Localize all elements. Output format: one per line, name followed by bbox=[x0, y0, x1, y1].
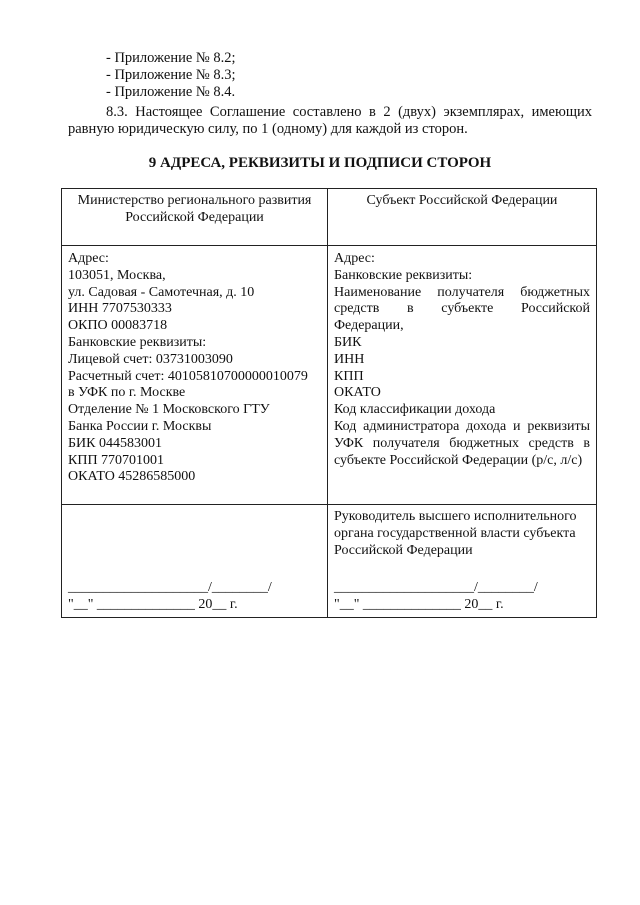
left-detail-line: ОКАТО 45286585000 bbox=[68, 469, 196, 485]
left-detail-line: Лицевой счет: 03731003090 bbox=[68, 351, 233, 367]
right-address-label: Адрес: bbox=[334, 251, 375, 266]
left-detail-line: ИНН 7707530333 bbox=[68, 301, 172, 317]
left-party-details bbox=[62, 246, 328, 505]
right-recipient-name: Наименование получателя бюджетных средств в субъекте Российской Федерации, bbox=[334, 284, 590, 334]
table-signature-row bbox=[62, 505, 597, 618]
left-detail-line: Адрес: bbox=[68, 251, 109, 266]
right-admin-code: Код администратора дохода и реквизиты УФК получателя бюджетных средств в субъекте Российской Федерации (р/с, л/с) bbox=[334, 418, 590, 468]
left-detail-line: Банковские реквизиты: bbox=[68, 334, 207, 350]
clause-8-3: 8.3. Настоящее Соглашение составлено в 2 (двух) экземплярах, имеющих равную юридическую силу, по 1 (одному) для каждой из сторон. bbox=[68, 104, 592, 137]
left-detail-line: Банка России г. Москвы bbox=[68, 418, 212, 434]
right-bank-label: Банковские реквизиты: bbox=[334, 267, 473, 283]
right-signature-line: ____________________/________/ bbox=[334, 580, 538, 596]
left-date-line: "__" ______________ 20__ г. bbox=[68, 597, 238, 613]
left-party-title: Министерство регионального развития Российской Федерации bbox=[62, 189, 328, 246]
right-code-income: Код классификации дохода bbox=[334, 402, 496, 418]
left-detail-line: в УФК по г. Москве bbox=[68, 385, 186, 401]
right-code-inn: ИНН bbox=[334, 351, 365, 367]
right-code-bik: БИК bbox=[334, 334, 362, 350]
right-signature-cell bbox=[328, 505, 597, 618]
right-party-details bbox=[328, 246, 597, 505]
left-detail-line: 103051, Москва, bbox=[68, 267, 166, 283]
left-detail-line: ул. Садовая - Самотечная, д. 10 bbox=[68, 284, 255, 300]
table-header-row bbox=[62, 189, 597, 246]
right-party-title: Субъект Российской Федерации bbox=[328, 189, 597, 246]
right-signatory-title: Руководитель высшего исполнительного органа государственной власти субъекта Российской Федерации bbox=[334, 509, 577, 558]
left-detail-line: БИК 044583001 bbox=[68, 435, 162, 451]
left-detail-line: КПП 770701001 bbox=[68, 452, 165, 468]
left-detail-line: Расчетный счет: 40105810700000010079 bbox=[68, 368, 308, 384]
left-detail-line: Отделение № 1 Московского ГТУ bbox=[68, 402, 270, 418]
appendix-8-3: - Приложение № 8.3; bbox=[106, 67, 236, 83]
requisites-table bbox=[61, 188, 597, 618]
right-code-kpp: КПП bbox=[334, 368, 364, 384]
left-detail-line: ОКПО 00083718 bbox=[68, 318, 168, 334]
left-signature-line: ____________________/________/ bbox=[68, 580, 272, 596]
left-signature-cell bbox=[62, 505, 328, 618]
right-date-line: "__" ______________ 20__ г. bbox=[334, 597, 504, 613]
right-code-okato: ОКАТО bbox=[334, 385, 381, 401]
appendix-8-4: - Приложение № 8.4. bbox=[106, 84, 236, 100]
table-details-row bbox=[62, 246, 597, 505]
section-title: 9 АДРЕСА, РЕКВИЗИТЫ И ПОДПИСИ СТОРОН bbox=[148, 155, 492, 171]
appendix-8-2: - Приложение № 8.2; bbox=[106, 50, 236, 66]
